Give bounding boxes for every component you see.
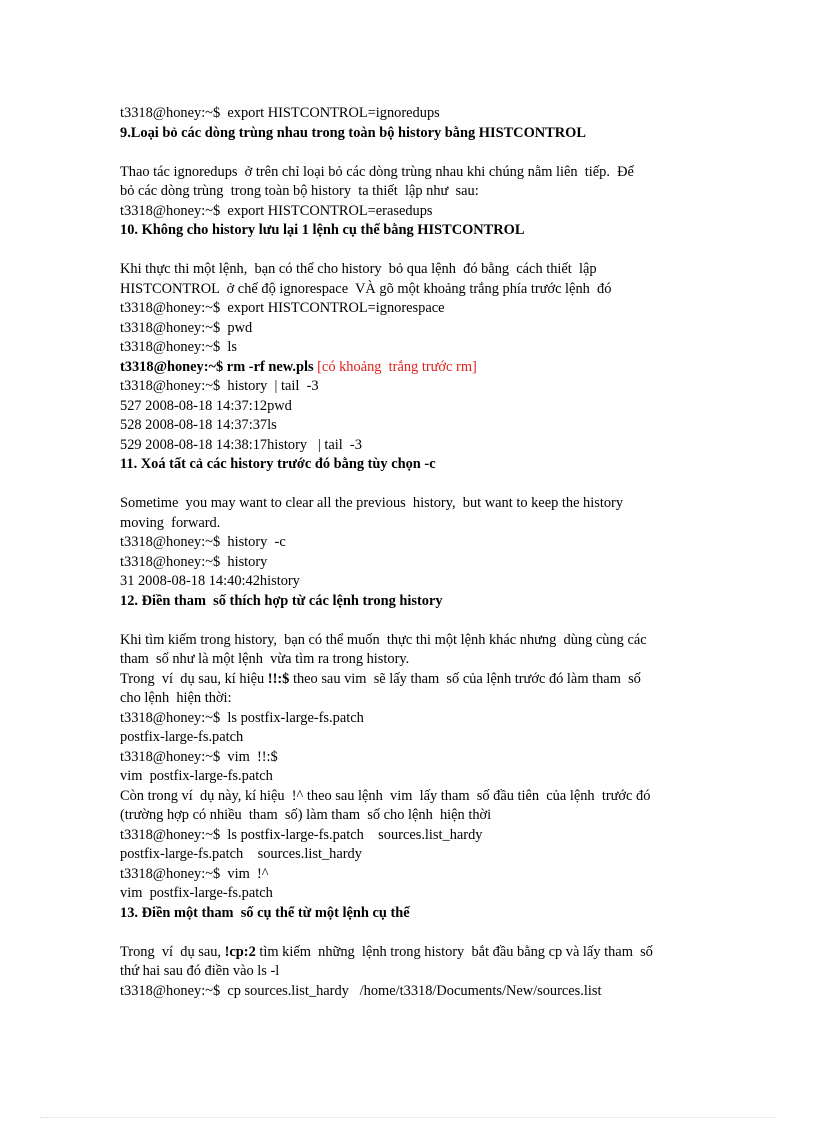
command-line: t3318@honey:~$ history | tail -3 bbox=[120, 378, 319, 394]
command-line: t3318@honey:~$ cp sources.list_hardy /home/t3318/Documents/New/sources.list bbox=[120, 982, 602, 999]
bold-fragment: !cp:2 bbox=[224, 943, 256, 960]
output-line: 528 2008-08-18 14:37:37ls bbox=[120, 417, 277, 433]
command-line: t3318@honey:~$ history -c bbox=[120, 534, 286, 550]
output-line: 529 2008-08-18 14:38:17history | tail -3 bbox=[120, 436, 362, 453]
section-heading-10: 10. Không cho history lưu lại 1 lệnh cụ thể bằng HISTCONTROL bbox=[120, 222, 525, 238]
text-fragment: tìm kiếm những lệnh trong history bắt đầu bằng cp và lấy tham số bbox=[255, 943, 653, 960]
paragraph-line: Khi tìm kiếm trong history, bạn có thể muốn thực thi một lệnh khác nhưng dùng cùng các bbox=[120, 631, 647, 648]
paragraph-line: tham số như là một lệnh vừa tìm ra trong history. bbox=[120, 651, 410, 667]
paragraph-line: Khi thực thi một lệnh, bạn có thể cho history bỏ qua lệnh đó bằng cách thiết lập bbox=[120, 261, 597, 277]
paragraph-line: moving forward. bbox=[120, 514, 221, 531]
command-line: t3318@honey:~$ pwd bbox=[120, 319, 253, 336]
paragraph-line: Sometime you may want to clear all the previous history, but want to keep the history bbox=[120, 495, 624, 511]
bold-fragment: !!:$ bbox=[267, 670, 290, 687]
output-line: postfix-large-fs.patch sources.list_hardy bbox=[120, 846, 362, 862]
page-bottom-border bbox=[40, 1117, 776, 1118]
output-line: postfix-large-fs.patch bbox=[120, 729, 244, 745]
paragraph-line: Thao tác ignoredups ở trên chỉ loại bỏ các dòng trùng nhau khi chúng nằm liên tiếp. Để bbox=[120, 163, 634, 180]
command-line-highlighted bbox=[120, 358, 700, 378]
spacer bbox=[120, 475, 700, 495]
red-note: [có khoảng trắng trước rm] bbox=[313, 358, 477, 375]
paragraph-line bbox=[120, 943, 700, 963]
paragraph-line: bỏ các dòng trùng trong toàn bộ history ta thiết lập như sau: bbox=[120, 183, 479, 199]
paragraph-line: cho lệnh hiện thời: bbox=[120, 690, 232, 706]
spacer bbox=[120, 611, 700, 631]
command-line: t3318@honey:~$ export HISTCONTROL=erasedups bbox=[120, 202, 433, 219]
section-heading-13: 13. Điền một tham số cụ thể từ một lệnh cụ thể bbox=[120, 904, 410, 921]
text-fragment: theo sau vim sẽ lấy tham số của lệnh trước đó làm tham số bbox=[289, 670, 641, 687]
text-fragment: Trong ví dụ sau, bbox=[120, 943, 225, 960]
spacer bbox=[120, 923, 700, 943]
command-line: t3318@honey:~$ ls postfix-large-fs.patch bbox=[120, 709, 364, 726]
command-line: t3318@honey:~$ ls bbox=[120, 339, 237, 355]
spacer bbox=[120, 143, 700, 163]
command-line: t3318@honey:~$ export HISTCONTROL=ignorespace bbox=[120, 300, 445, 316]
command-line: t3318@honey:~$ export HISTCONTROL=ignoredups bbox=[120, 105, 440, 121]
command-line: t3318@honey:~$ history bbox=[120, 553, 268, 570]
command-line: t3318@honey:~$ vim !!:$ bbox=[120, 748, 278, 765]
paragraph-line: thứ hai sau đó điền vào ls -l bbox=[120, 963, 280, 979]
output-line: vim postfix-large-fs.patch bbox=[120, 885, 273, 901]
spacer bbox=[120, 241, 700, 261]
document-body bbox=[120, 104, 700, 1001]
section-heading-12: 12. Điền tham số thích hợp từ các lệnh trong history bbox=[120, 592, 443, 609]
output-line: 527 2008-08-18 14:37:12pwd bbox=[120, 397, 292, 414]
output-line: 31 2008-08-18 14:40:42history bbox=[120, 573, 300, 589]
paragraph-line: Còn trong ví dụ này, kí hiệu !^ theo sau lệnh vim lấy tham số đầu tiên của lệnh trước đó bbox=[120, 787, 651, 804]
bold-command: t3318@honey:~$ rm -rf new.pls bbox=[120, 358, 314, 375]
paragraph-line: HISTCONTROL ở chế độ ignorespace VÀ gõ một khoảng trắng phía trước lệnh đó bbox=[120, 280, 612, 297]
paragraph-line bbox=[120, 670, 700, 690]
command-line: t3318@honey:~$ vim !^ bbox=[120, 865, 269, 882]
command-line: t3318@honey:~$ ls postfix-large-fs.patch sources.list_hardy bbox=[120, 826, 483, 843]
output-line: vim postfix-large-fs.patch bbox=[120, 768, 273, 784]
section-heading-9: 9.Loại bỏ các dòng trùng nhau trong toàn bộ history bằng HISTCONTROL bbox=[120, 124, 586, 141]
paragraph-line: (trường hợp có nhiều tham số) làm tham số cho lệnh hiện thời bbox=[120, 807, 492, 823]
text-fragment: Trong ví dụ sau, kí hiệu bbox=[120, 670, 268, 687]
section-heading-11: 11. Xoá tất cả các history trước đó bằng tùy chọn -c bbox=[120, 456, 436, 472]
